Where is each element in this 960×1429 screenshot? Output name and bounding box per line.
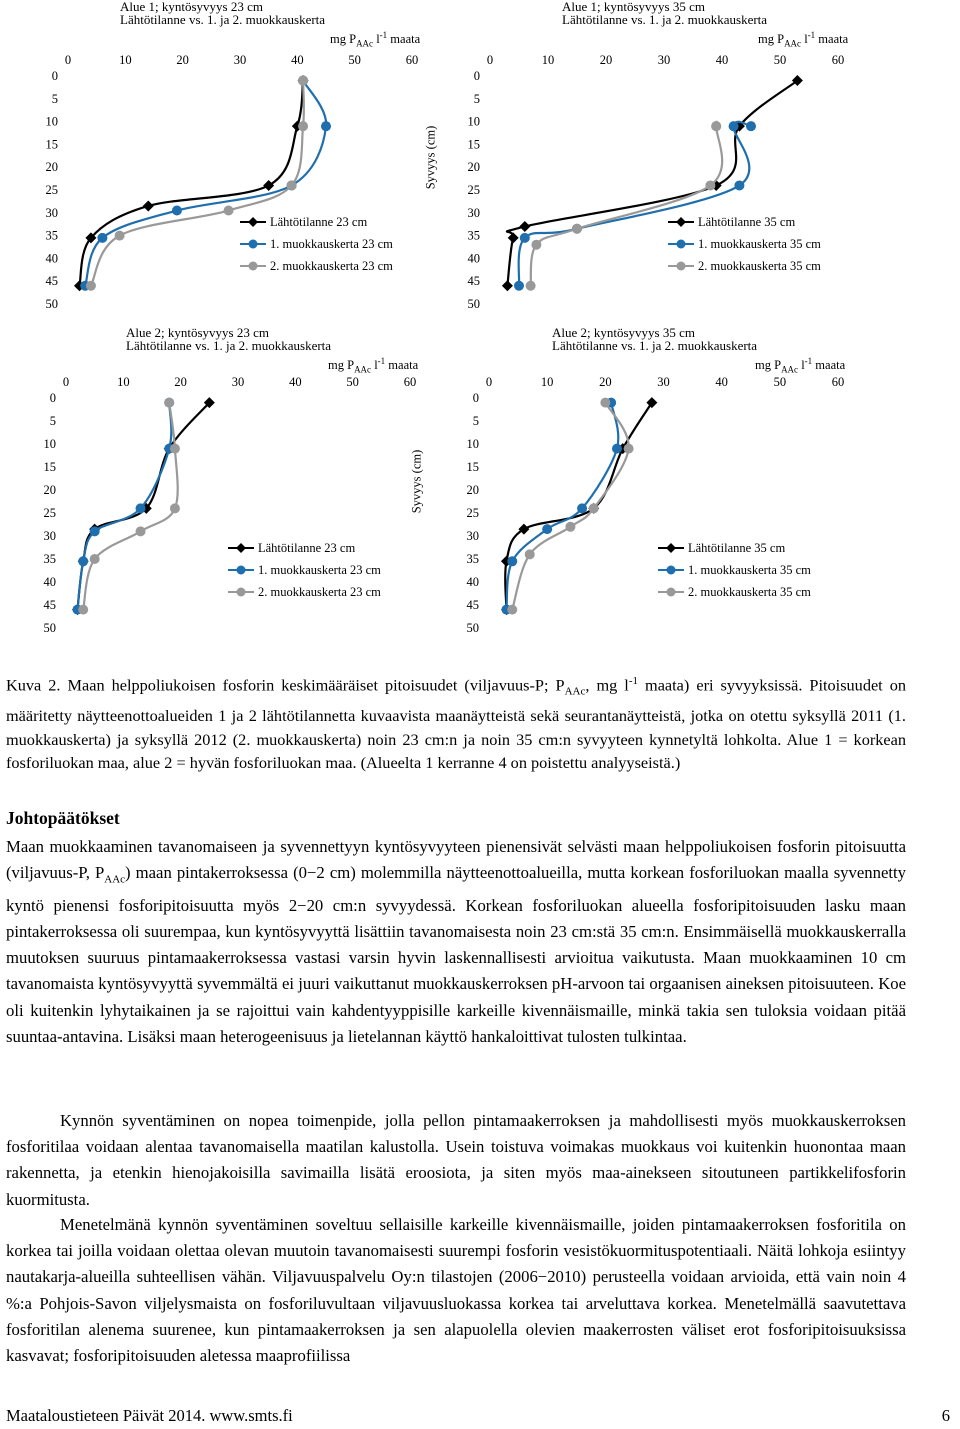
data-point-circle xyxy=(746,121,756,131)
y-tick-label: 20 xyxy=(45,160,58,175)
y-tick-label: 40 xyxy=(45,251,58,266)
y-tick-label: 40 xyxy=(467,251,480,266)
p1-text-b: ) maan pintakerroksessa (0−2 cm) molemmilla näytteenottoalueilla, mutta korkean fosforiluokan maalla syvennetty kyntö pienensi fosforipitoisuutta myös 2−20 cm:n syvyydessä. Korkean fosforiluokan alueella fosforipitoisuuden lasku maan pintakerroksessa oli suurempaa, kun kyntösyvyyttä lisättiin tavanomaisesta noin 23 cm:stä 35 cm:n. Ensimmäisellä muokkauskerralla muutoksen suuruus pintamaakerroksessa vastasi varsin hyvin laskennallisesti arvioitua vaikutusta. Maan muokkaaminen 10 cm tavanomaista kyntösyvyyttä syvemmältä ei juuri vaikuttanut muokkauskerroksen pH-arvoon tai orgaanisen aineksen pitoisuuteen. Koe oli kuitenkin lyhytaikainen ja se rajoittui vain kahdentyyppisille karkeille kivennäismaille, minkä takia sen tuloksia voidaan pitää suuntaa-antavina. Lisäksi maan heterogeenisuus ja lietelannan käyttö hankaloittivat tulosten tulkintaa. xyxy=(6,863,906,1046)
y-tick-label: 30 xyxy=(45,205,58,220)
data-point-circle xyxy=(136,503,146,513)
x-tick-label: 0 xyxy=(486,53,494,67)
chart-alue1-23cm xyxy=(0,0,420,320)
data-point-circle xyxy=(577,503,587,513)
x-tick-label: 0 xyxy=(64,53,72,67)
y-tick-label: 30 xyxy=(466,529,479,543)
y-tick-label: 35 xyxy=(43,552,56,566)
chart-alue1-35cm xyxy=(423,0,860,320)
y-tick-label: 45 xyxy=(45,274,58,289)
y-tick-label: 15 xyxy=(467,137,480,152)
data-point-circle xyxy=(589,503,599,513)
x-tick-label: 40 xyxy=(289,375,302,389)
page-number: 6 xyxy=(941,1406,950,1425)
y-tick-label: 5 xyxy=(472,414,479,428)
y-axis-label: Syvyys (cm) xyxy=(423,125,438,190)
series-line-3 xyxy=(512,403,628,610)
legend-label: 2. muokkauskerta 23 cm xyxy=(270,259,393,273)
data-point-circle xyxy=(572,224,582,234)
x-tick-label: 40 xyxy=(715,375,728,389)
y-tick-label: 50 xyxy=(43,621,56,635)
legend-label: Lähtötilanne 35 cm xyxy=(688,541,786,555)
data-point-circle xyxy=(97,233,107,243)
chart-svg xyxy=(0,326,420,646)
y-tick-label: 50 xyxy=(467,297,480,311)
y-tick-label: 0 xyxy=(472,391,479,405)
caption-sup: -1 xyxy=(628,675,638,687)
y-tick-label: 40 xyxy=(466,575,479,589)
y-tick-label: 35 xyxy=(467,228,480,243)
y-tick-label: 35 xyxy=(45,228,58,243)
data-point-circle xyxy=(78,605,88,615)
x-tick-label: 0 xyxy=(62,375,70,389)
chart-svg xyxy=(440,0,860,320)
data-point-diamond xyxy=(519,221,530,232)
y-tick-label: 25 xyxy=(45,183,58,197)
data-point-circle xyxy=(531,240,541,250)
y-tick-label: 20 xyxy=(467,160,480,175)
paragraph-1 xyxy=(6,834,906,1050)
x-tick-label: 30 xyxy=(657,375,670,389)
x-tick-label: 40 xyxy=(715,53,729,67)
y-tick-label: 10 xyxy=(467,114,480,129)
legend-marker xyxy=(237,566,246,575)
legend-label: 1. muokkauskerta 35 cm xyxy=(688,563,811,577)
data-point-circle xyxy=(86,281,96,291)
y-tick-label: 40 xyxy=(43,575,56,589)
caption-text-a: Maan helppoliukoisen fosforin keskimääräiset pitoisuudet (viljavuus-P; P xyxy=(60,675,565,695)
x-tick-label: 20 xyxy=(174,375,187,389)
chart-title-line2: Lähtötilanne vs. 1. ja 2. muokkauskerta xyxy=(126,338,332,353)
y-tick-label: 25 xyxy=(43,506,56,520)
x-tick-label: 10 xyxy=(541,53,555,67)
chart-alue2-35cm xyxy=(409,325,850,646)
x-tick-label: 10 xyxy=(119,53,132,67)
x-axis-unit-label: mg $P_{AAc}$ $l^{-1}$ maata xyxy=(758,30,849,49)
legend-label: 1. muokkauskerta 23 cm xyxy=(258,563,381,577)
chart-svg xyxy=(430,326,850,646)
paragraph-3: Menetelmänä kynnön syventäminen soveltuu sellaisille karkeille kivennäismaille, joiden pintamaakerroksen fosforitila on korkea tai joilla voidaan olettaa olevan muutoin tavanomaisesti suurempi fosforin vesistökuormituspotentiaali. Näitä lohkoja esiintyy nautakarja-alueilla suhteellisen vähän. Viljavuuspalvelu Oy:n tilastojen (2006−2010) perusteella voidaan arvioida, että vain noin 4 %:a Pohjois-Savon viljelysmaista on fosforiluvultaan viljavuusluokassa korkea tai arveluttava korkea. Menetelmällä saavutettava fosforitilan alenema suurenee, kun pintamaakerroksen ja sen alapuolella olevien maakerrosten väliset erot fosforipitoisuuksissa kasvavat; fosforipitoisuuden aletessa maaprofiilissa xyxy=(6,1215,906,1366)
legend-label: Lähtötilanne 23 cm xyxy=(258,541,356,555)
legend-marker xyxy=(236,543,246,553)
y-tick-label: 0 xyxy=(49,391,56,405)
y-tick-label: 35 xyxy=(466,552,479,566)
y-tick-label: 0 xyxy=(473,69,480,83)
data-point-diamond xyxy=(646,397,657,408)
data-point-circle xyxy=(170,503,180,513)
x-tick-label: 20 xyxy=(176,53,189,67)
data-point-diamond xyxy=(508,232,519,243)
chart-title-line1: Alue 2; kyntösyvyys 23 cm xyxy=(126,325,269,340)
x-axis-unit-label: mg $P_{AAc}$ $l^{-1}$ maata xyxy=(330,30,421,49)
chart-title-line2: Lähtötilanne vs. 1. ja 2. muokkauskerta xyxy=(562,12,768,27)
y-tick-label: 50 xyxy=(45,297,58,311)
legend-label: 2. muokkauskerta 35 cm xyxy=(688,585,811,599)
y-tick-label: 10 xyxy=(45,114,58,129)
chart-title-line1: Alue 1; kyntösyvyys 23 cm xyxy=(120,0,263,14)
data-point-circle xyxy=(90,526,100,536)
data-point-circle xyxy=(705,180,715,190)
data-point-circle xyxy=(520,233,530,243)
data-point-circle xyxy=(507,605,517,615)
x-tick-label: 20 xyxy=(599,375,612,389)
y-tick-label: 50 xyxy=(466,621,479,635)
data-point-diamond xyxy=(502,280,513,291)
data-point-circle xyxy=(90,554,100,564)
data-point-circle xyxy=(565,522,575,532)
p1-text-a: Maan muokkaaminen tavanomaiseen ja syvennettyyn kyntösyvyyteen pienensivät selvästi maan helppoliukoisen fosforin pitoisuutta (viljavuus-P, P xyxy=(6,837,906,883)
y-tick-label: 45 xyxy=(466,598,479,612)
chart-title-line1: Alue 2; kyntösyvyys 35 cm xyxy=(552,325,695,340)
data-point-circle xyxy=(542,524,552,534)
figure-caption xyxy=(6,670,906,775)
legend-marker xyxy=(677,240,686,249)
chart-title-line2: Lähtötilanne vs. 1. ja 2. muokkauskerta xyxy=(552,338,758,353)
x-tick-label: 60 xyxy=(831,53,845,67)
caption-sub: AAc xyxy=(564,685,586,698)
chart-svg xyxy=(0,0,420,320)
data-point-circle xyxy=(172,206,182,216)
x-tick-label: 50 xyxy=(348,53,361,67)
data-point-circle xyxy=(612,444,622,454)
data-point-circle xyxy=(321,121,331,131)
data-point-circle xyxy=(136,526,146,536)
x-axis-unit-label: mg $P_{AAc}$ $l^{-1}$ maata xyxy=(755,356,846,375)
y-tick-label: 0 xyxy=(51,69,58,83)
y-tick-label: 45 xyxy=(43,598,56,612)
legend-marker xyxy=(667,588,676,597)
x-tick-label: 30 xyxy=(657,53,671,67)
y-tick-label: 5 xyxy=(51,91,58,106)
x-tick-label: 50 xyxy=(346,375,359,389)
legend-label: Lähtötilanne 23 cm xyxy=(270,215,368,229)
legend-marker xyxy=(676,217,686,227)
x-tick-label: 0 xyxy=(485,375,493,389)
y-tick-label: 10 xyxy=(43,437,56,451)
chart-title-line1: Alue 1; kyntösyvyys 35 cm xyxy=(562,0,705,14)
y-tick-label: 25 xyxy=(467,183,480,197)
section-heading: Johtopäätökset xyxy=(6,808,120,828)
y-tick-label: 15 xyxy=(466,460,479,474)
caption-label: Kuva 2. xyxy=(6,675,61,695)
caption-text-c: maata) eri syvyyksissä. Pitoisuudet on määritetty näytteenottoalueiden 1 ja 2 lähtötilannetta kuvaavista maanäytteistä sekä seurantanäytteistä, jotka on otettu syksyllä 2011 (1. muokkauskerta) ja syksyllä 2012 (2. muokkauskerta) noin 23 cm:n ja noin 35 cm:n syvyyteen kynnetyltä lohkolta. Alue 1 = korkean fosforiluokan maa, alue 2 = hyvän fosforiluokan maa. (Alueelta 1 kerranne 4 on poistettu analyyseistä.) xyxy=(6,675,907,773)
y-axis-label: Syvyys (cm) xyxy=(409,449,424,514)
data-point-circle xyxy=(507,556,517,566)
y-tick-label: 25 xyxy=(466,506,479,520)
y-tick-label: 5 xyxy=(49,414,56,428)
x-tick-label: 10 xyxy=(540,375,554,389)
legend-marker xyxy=(248,217,258,227)
data-point-circle xyxy=(170,444,180,454)
x-tick-label: 60 xyxy=(405,53,419,67)
data-point-circle xyxy=(287,180,297,190)
chart-alue2-23cm xyxy=(0,326,420,646)
caption-text-b: , mg l xyxy=(585,675,629,695)
series-line-2 xyxy=(506,403,618,610)
p1-sub: AAc xyxy=(104,873,126,886)
y-tick-label: 20 xyxy=(43,483,56,497)
data-point-circle xyxy=(514,281,524,291)
series-line-3 xyxy=(83,403,178,610)
x-tick-label: 60 xyxy=(403,375,417,389)
data-point-circle xyxy=(298,121,308,131)
data-point-circle xyxy=(115,231,125,241)
y-tick-label: 15 xyxy=(45,137,58,152)
x-tick-label: 50 xyxy=(773,53,787,67)
x-tick-label: 30 xyxy=(231,375,245,389)
data-point-diamond xyxy=(143,200,154,211)
y-tick-label: 30 xyxy=(467,205,480,220)
legend-marker xyxy=(667,566,676,575)
y-tick-label: 15 xyxy=(43,460,56,474)
data-point-circle xyxy=(526,281,536,291)
data-point-circle xyxy=(525,549,535,559)
legend-marker xyxy=(677,262,686,271)
x-tick-label: 50 xyxy=(773,375,787,389)
data-point-circle xyxy=(298,76,308,86)
series-line-2 xyxy=(77,403,171,610)
data-point-circle xyxy=(729,121,739,131)
legend-label: 1. muokkauskerta 35 cm xyxy=(698,237,821,251)
data-point-circle xyxy=(224,206,234,216)
legend-label: 1. muokkauskerta 23 cm xyxy=(270,237,393,251)
data-point-circle xyxy=(734,180,744,190)
y-tick-label: 5 xyxy=(473,91,480,106)
y-tick-label: 20 xyxy=(466,483,479,497)
x-tick-label: 20 xyxy=(599,53,613,67)
paragraph-2: Kynnön syventäminen on nopea toimenpide, jolla pellon pintamaakerroksen ja mahdollisesti myös muokkauskerroksen fosforitilaa voidaan alentaa tavanomaisella maatilan kalustolla. Usein toistuva voimakas muokkaus voi kuitenkin huonontaa maan rakennetta, ja etenkin hienojakoisilla savimailla lisätä eroosiota, ja siten myös maa-ainekseen sitoutuneen partikkelifosforin kuormitusta. xyxy=(6,1111,906,1209)
data-point-circle xyxy=(164,398,174,408)
x-axis-unit-label: mg $P_{AAc}$ $l^{-1}$ maata xyxy=(328,356,419,375)
y-tick-label: 30 xyxy=(43,529,56,543)
x-tick-label: 40 xyxy=(291,53,304,67)
x-tick-label: 10 xyxy=(117,375,130,389)
series-line-1 xyxy=(507,81,797,286)
legend-label: 2. muokkauskerta 23 cm xyxy=(258,585,381,599)
data-point-circle xyxy=(624,444,634,454)
legend-marker xyxy=(666,543,676,553)
legend-marker xyxy=(249,262,258,271)
x-tick-label: 30 xyxy=(233,53,247,67)
chart-title-line2: Lähtötilanne vs. 1. ja 2. muokkauskerta xyxy=(120,12,326,27)
legend-marker xyxy=(237,588,246,597)
legend-label: Lähtötilanne 35 cm xyxy=(698,215,796,229)
footer-source: Maataloustieteen Päivät 2014. www.smts.fi xyxy=(6,1406,293,1425)
data-point-circle xyxy=(78,556,88,566)
legend-label: 2. muokkauskerta 35 cm xyxy=(698,259,821,273)
data-point-circle xyxy=(600,398,610,408)
series-line-3 xyxy=(531,122,723,286)
data-point-circle xyxy=(711,121,721,131)
data-point-diamond xyxy=(263,180,274,191)
x-tick-label: 60 xyxy=(831,375,845,389)
legend-marker xyxy=(249,240,258,249)
y-tick-label: 10 xyxy=(466,437,479,451)
y-tick-label: 45 xyxy=(467,274,480,289)
